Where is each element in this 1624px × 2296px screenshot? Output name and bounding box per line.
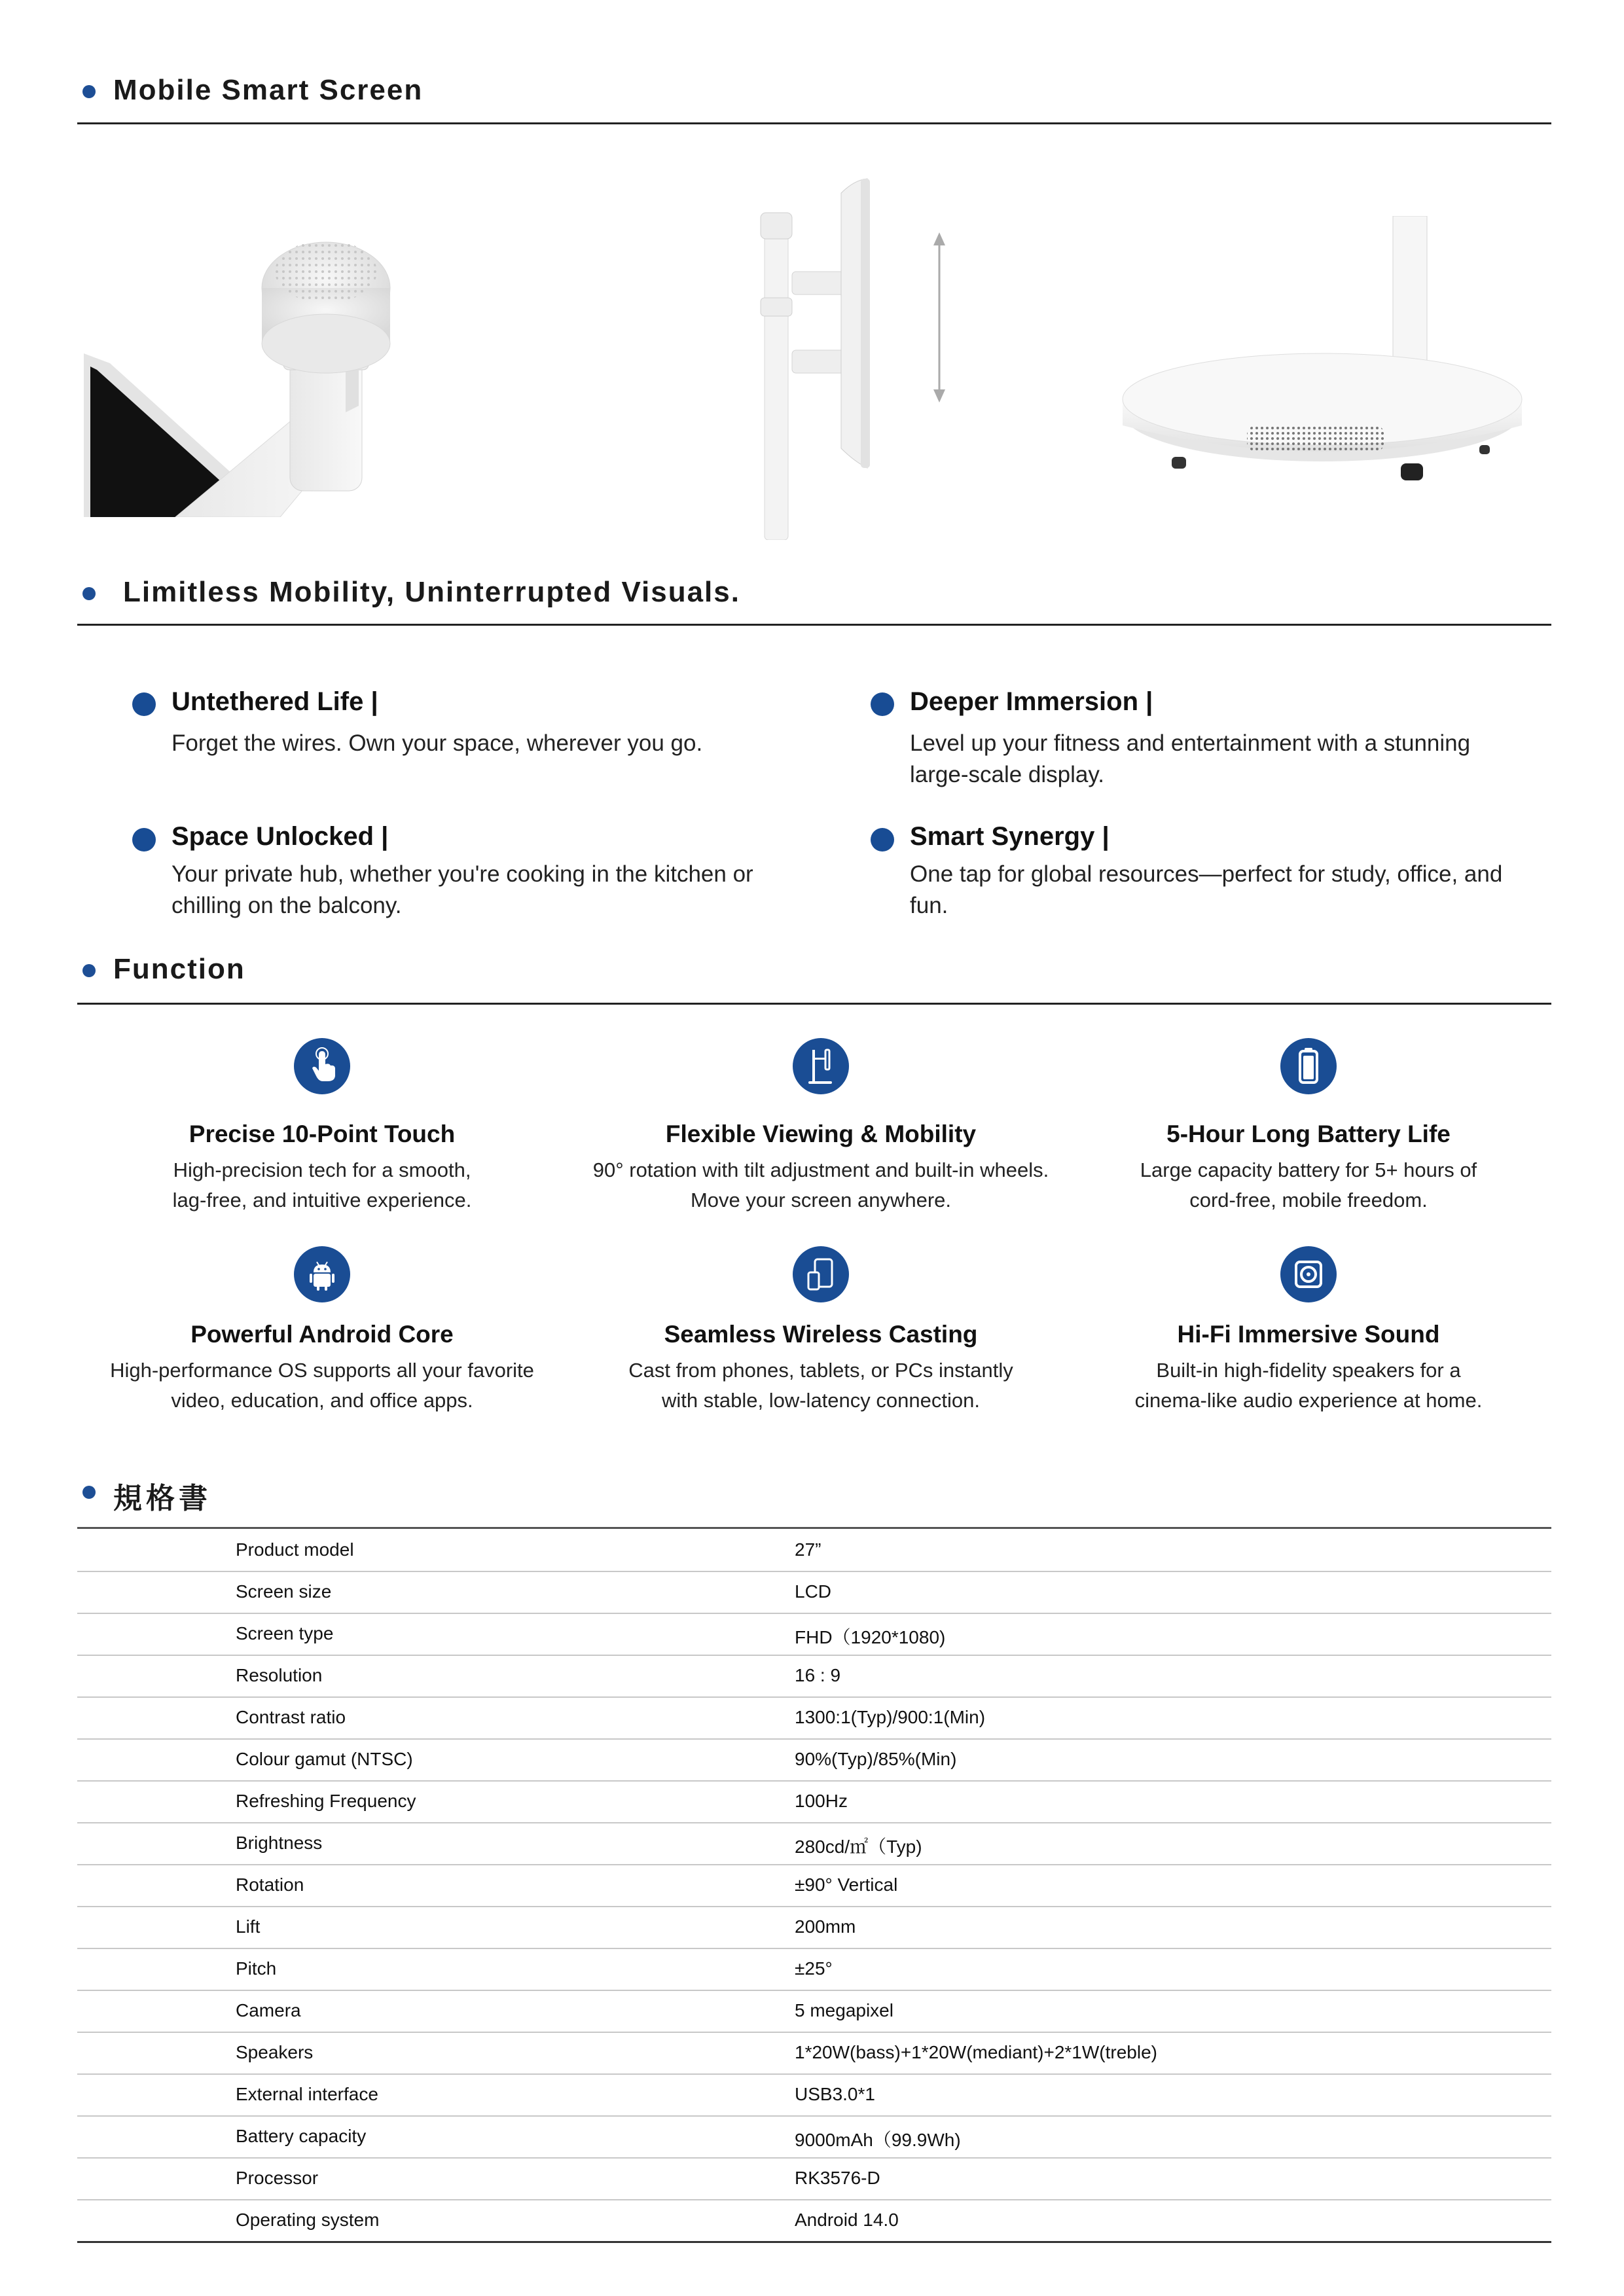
section-bullet: [82, 964, 96, 977]
section-rule: [77, 1527, 1551, 1529]
spec-row: [77, 1865, 1551, 1907]
section-bullet: [82, 1486, 96, 1499]
spec-label: Battery capacity: [236, 2126, 367, 2146]
function-text: Large capacity battery for 5+ hours of: [1140, 1158, 1477, 1181]
feature-title: Space Unlocked |: [171, 822, 389, 851]
feature-bullet: [132, 828, 156, 852]
spec-label: Contrast ratio: [236, 1707, 346, 1727]
spec-value: 90%(Typ)/85%(Min): [795, 1749, 957, 1769]
spec-label: Speakers: [236, 2042, 314, 2062]
spec-row: [77, 1614, 1551, 1656]
touch-icon: [294, 1038, 350, 1094]
feature-text: Level up your fitness and entertainment with a stunning large-scale display.: [910, 730, 1471, 787]
function-title: 5-Hour Long Battery Life: [1166, 1121, 1451, 1147]
spec-label: Camera: [236, 2000, 301, 2020]
spec-label: Screen size: [236, 1581, 332, 1602]
spec-row: [77, 1949, 1551, 1991]
function-text: cinema-like audio experience at home.: [1134, 1389, 1483, 1412]
section-bullet: [82, 85, 96, 98]
spec-value: 5 megapixel: [795, 2000, 893, 2020]
function-text: video, education, and office apps.: [171, 1389, 473, 1412]
section-rule: [77, 122, 1551, 124]
function-text: High-precision tech for a smooth,: [173, 1158, 471, 1181]
spec-label: Brightness: [236, 1833, 323, 1853]
spec-value: 1300:1(Typ)/900:1(Min): [795, 1707, 986, 1727]
android-icon: [294, 1246, 350, 1302]
spec-value: LCD: [795, 1581, 832, 1602]
function-text: cord-free, mobile freedom.: [1189, 1189, 1428, 1211]
product-image-speaker-closeup: [84, 223, 437, 517]
spec-value: ±25°: [795, 1958, 833, 1979]
spec-value: 1*20W(bass)+1*20W(mediant)+2*1W(treble): [795, 2042, 1157, 2062]
spec-row: [77, 2200, 1551, 2243]
spec-row: [77, 1698, 1551, 1740]
spec-value: 200mm: [795, 1916, 856, 1937]
spec-row: [77, 1782, 1551, 1823]
function-text: Move your screen anywhere.: [690, 1189, 952, 1211]
spec-row: [77, 2159, 1551, 2200]
section-bullet: [82, 587, 96, 600]
feature-text: Forget the wires. Own your space, wherever you go.: [171, 730, 703, 756]
feature-title: Untethered Life |: [171, 687, 378, 716]
function-text: Built-in high-fidelity speakers for a: [1156, 1359, 1461, 1382]
spec-value: 16 : 9: [795, 1665, 841, 1685]
function-title: Precise 10-Point Touch: [189, 1121, 456, 1147]
spec-value: Android 14.0: [795, 2210, 899, 2230]
section-title-specs: 規格書: [113, 1482, 211, 1515]
spec-label: Refreshing Frequency: [236, 1791, 416, 1811]
spec-value: RK3576-D: [795, 2168, 880, 2188]
spec-label: Operating system: [236, 2210, 380, 2230]
casting-icon: [793, 1246, 849, 1302]
spec-value: USB3.0*1: [795, 2084, 875, 2104]
spec-label: Lift: [236, 1916, 261, 1937]
feature-bullet: [871, 692, 894, 716]
spec-row: [77, 1740, 1551, 1782]
spec-label: Screen type: [236, 1623, 334, 1643]
speaker-icon: [1280, 1246, 1337, 1302]
section-rule: [77, 624, 1551, 626]
feature-bullet: [871, 828, 894, 852]
spec-value: FHD（1920*1080): [795, 1627, 946, 1647]
spec-row: [77, 2033, 1551, 2075]
spec-label: Product model: [236, 1539, 354, 1560]
function-text: High-performance OS supports all your favorite: [110, 1359, 534, 1382]
spec-label: Pitch: [236, 1958, 277, 1979]
spec-value: 9000mAh（99.9Wh): [795, 2130, 961, 2150]
spec-row: [77, 2117, 1551, 2159]
spec-row: [77, 1907, 1551, 1949]
spec-value: 280cd/㎡（Typ): [795, 1837, 922, 1857]
spec-row: [77, 1530, 1551, 1572]
spec-row: [77, 1656, 1551, 1698]
feature-title: Deeper Immersion |: [910, 687, 1153, 716]
spec-value: 27”: [795, 1539, 821, 1560]
spec-label: Colour gamut (NTSC): [236, 1749, 413, 1769]
feature-text: Your private hub, whether you're cooking in the kitchen or chilling on the balcony.: [171, 861, 753, 918]
spec-label: Resolution: [236, 1665, 323, 1685]
spec-label: External interface: [236, 2084, 378, 2104]
function-title: Powerful Android Core: [190, 1321, 454, 1348]
section-title-function: Function: [113, 953, 245, 985]
battery-icon: [1280, 1038, 1337, 1094]
feature-text: One tap for global resources—perfect for study, office, and fun.: [910, 861, 1503, 918]
section-title-product: Mobile Smart Screen: [113, 74, 424, 106]
feature-bullet: [132, 692, 156, 716]
spec-row: [77, 2075, 1551, 2117]
function-text: 90° rotation with tilt adjustment and built-in wheels.: [592, 1158, 1049, 1181]
product-image-side-view: [753, 173, 962, 540]
function-text: Cast from phones, tablets, or PCs instantly: [628, 1359, 1013, 1382]
section-title-features: Limitless Mobility, Uninterrupted Visuals.: [123, 576, 740, 608]
spec-table: [77, 1530, 1551, 2243]
section-rule: [77, 1003, 1551, 1005]
spec-value: 100Hz: [795, 1791, 848, 1811]
product-image-base: [1113, 216, 1532, 491]
spec-value: ±90° Vertical: [795, 1874, 898, 1895]
spec-row: [77, 1823, 1551, 1865]
function-title: Flexible Viewing & Mobility: [665, 1121, 977, 1147]
spec-label: Rotation: [236, 1874, 304, 1895]
function-title: Seamless Wireless Casting: [664, 1321, 978, 1348]
feature-title: Smart Synergy |: [910, 822, 1110, 851]
function-title: Hi-Fi Immersive Sound: [1177, 1321, 1440, 1348]
spec-row: [77, 1572, 1551, 1614]
spec-row: [77, 1991, 1551, 2033]
function-text: lag-free, and intuitive experience.: [172, 1189, 472, 1211]
function-text: with stable, low-latency connection.: [662, 1389, 980, 1412]
stand-icon: [793, 1038, 849, 1094]
spec-label: Processor: [236, 2168, 319, 2188]
